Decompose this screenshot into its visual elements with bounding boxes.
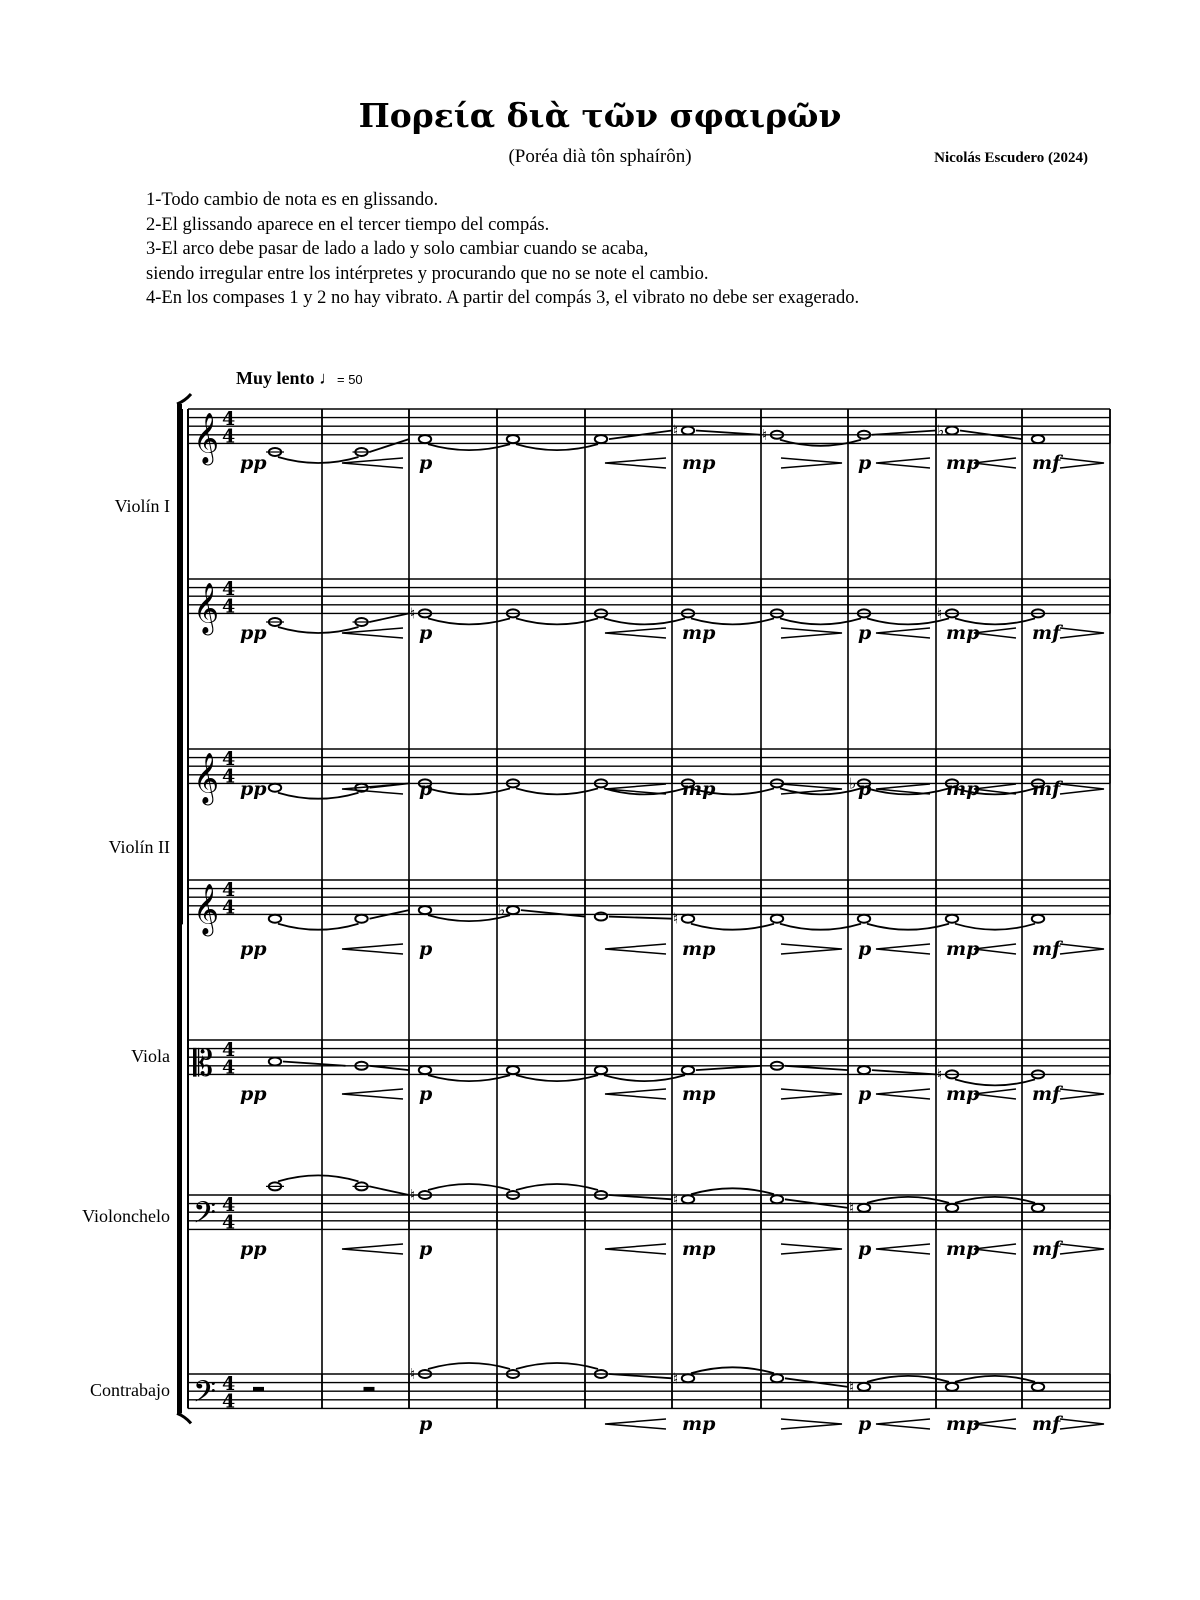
diminuendo-hairpin (1060, 1244, 1104, 1254)
time-signature-denominator: 4 (222, 1056, 236, 1079)
dynamic-mp: mp (946, 622, 980, 644)
crescendo-hairpin (605, 944, 666, 954)
natural-accidental-icon: ♮ (673, 909, 679, 928)
quarter-note-icon: ♩ (319, 368, 337, 388)
metronome-value: = 50 (337, 372, 363, 387)
dynamic-mp: mp (946, 1413, 980, 1435)
time-signature-numerator: 4 (222, 748, 236, 771)
diminuendo-hairpin (781, 628, 842, 638)
tie (955, 1197, 1035, 1203)
time-signature-numerator: 4 (222, 879, 236, 902)
dynamic-mf: mf (1032, 938, 1061, 960)
crescendo-hairpin (605, 458, 666, 468)
glissando-line (370, 439, 410, 452)
natural-accidental-icon: ♮ (673, 1369, 679, 1388)
natural-accidental-icon: ♮ (762, 425, 768, 444)
dynamic-pp: pp (240, 778, 267, 800)
whole-note (682, 1195, 694, 1203)
glissando-line (370, 613, 410, 622)
diminuendo-hairpin (781, 1089, 842, 1099)
crescendo-hairpin (876, 1419, 930, 1429)
whole-note (269, 915, 281, 923)
whole-note (1032, 1204, 1044, 1212)
whole-note (419, 906, 431, 914)
tie (604, 618, 685, 624)
whole-note (419, 1066, 431, 1074)
crescendo-hairpin (974, 628, 1016, 638)
dynamic-mp: mp (682, 938, 716, 960)
time-signature-denominator: 4 (222, 765, 236, 788)
crescendo-hairpin (974, 1244, 1016, 1254)
tie (780, 924, 861, 930)
whole-note (946, 427, 958, 435)
flat-accidental-icon: ♭ (849, 774, 857, 793)
whole-note (682, 915, 694, 923)
dynamic-p: p (419, 452, 433, 474)
dynamic-mp: mp (946, 452, 980, 474)
crescendo-hairpin (342, 1089, 403, 1099)
natural-accidental-icon: ♮ (937, 1065, 943, 1084)
whole-note (269, 1058, 281, 1066)
staff (188, 1040, 1110, 1074)
whole-note (946, 1204, 958, 1212)
treble-clef-icon: 𝄞 (193, 412, 220, 464)
dynamic-p: p (419, 1238, 433, 1260)
alto-clef-icon: 𝄡 (193, 1043, 214, 1085)
crescendo-hairpin (974, 784, 1016, 794)
dynamic-mp: mp (682, 622, 716, 644)
bracket (177, 404, 182, 1413)
time-signature-denominator: 4 (222, 896, 236, 919)
whole-note (507, 435, 519, 443)
composer-credit: Nicolás Escudero (2024) (934, 150, 1088, 166)
instrument-label-viola: Viola (131, 1046, 170, 1066)
diminuendo-hairpin (781, 944, 842, 954)
crescendo-hairpin (974, 458, 1016, 468)
flat-accidental-icon: ♭ (498, 901, 506, 920)
bracket-hook-top (177, 394, 191, 404)
crescendo-hairpin (342, 1244, 403, 1254)
dynamic-p: p (419, 1083, 433, 1105)
whole-note (355, 915, 367, 923)
crescendo-hairpin (876, 458, 930, 468)
whole-rest-icon (253, 1387, 264, 1392)
tie (604, 1075, 685, 1081)
staff (188, 579, 1110, 613)
whole-note (858, 1383, 870, 1391)
whole-note (858, 915, 870, 923)
time-signature-numerator: 4 (222, 578, 236, 601)
score-title: Πορεία διὰ τῶν σφαιρῶν (358, 96, 842, 135)
diminuendo-hairpin (1060, 628, 1104, 638)
natural-accidental-icon: ♮ (849, 1198, 855, 1217)
whole-note (595, 1066, 607, 1074)
dynamic-p: p (419, 938, 433, 960)
time-signature-numerator: 4 (222, 1373, 236, 1396)
treble-clef-icon: 𝄞 (193, 582, 220, 634)
tie (278, 1175, 359, 1181)
instrument-label-violin-1: Violín I (114, 496, 170, 516)
dynamic-pp: pp (240, 622, 267, 644)
dynamic-p: p (419, 778, 433, 800)
glissando-line (370, 1186, 410, 1195)
time-signature-denominator: 4 (222, 1211, 236, 1234)
dynamic-p: p (858, 452, 872, 474)
dynamic-p: p (858, 1238, 872, 1260)
staff (188, 880, 1110, 914)
whole-note (771, 1195, 783, 1203)
whole-note (1032, 1383, 1044, 1391)
dynamic-pp: pp (240, 452, 267, 474)
whole-note (269, 784, 281, 792)
dynamic-mp: mp (946, 1238, 980, 1260)
dynamic-mf: mf (1032, 1238, 1061, 1260)
performance-note: 4-En los compases 1 y 2 no hay vibrato. A partir del compás 3, el vibrato no debe ser exagerado. (146, 288, 860, 308)
performance-note: 2-El glissando aparece en el tercer tiempo del compás. (146, 214, 550, 235)
diminuendo-hairpin (781, 1244, 842, 1254)
dynamic-p: p (858, 778, 872, 800)
diminuendo-hairpin (1060, 944, 1104, 954)
whole-note (507, 906, 519, 914)
whole-note (419, 435, 431, 443)
natural-accidental-icon: ♮ (673, 1190, 679, 1209)
treble-clef-icon: 𝄞 (193, 752, 220, 804)
dynamic-p: p (858, 1413, 872, 1435)
time-signature-numerator: 4 (222, 408, 236, 431)
dynamic-mf: mf (1032, 622, 1061, 644)
dynamic-pp: pp (240, 1083, 267, 1105)
whole-note (946, 915, 958, 923)
staff (188, 1374, 1110, 1408)
natural-accidental-icon: ♮ (410, 604, 416, 623)
bracket-hook-bottom (177, 1413, 191, 1423)
tie (278, 793, 359, 799)
dynamic-mp: mp (682, 778, 716, 800)
dynamic-pp: pp (240, 1238, 267, 1260)
bass-clef-icon: 𝄢 (193, 1196, 217, 1238)
dynamic-p: p (858, 938, 872, 960)
staff (188, 409, 1110, 443)
crescendo-hairpin (605, 628, 666, 638)
crescendo-hairpin (342, 944, 403, 954)
diminuendo-hairpin (781, 784, 842, 794)
whole-note (1032, 915, 1044, 923)
dynamic-p: p (858, 1083, 872, 1105)
time-signature-denominator: 4 (222, 1390, 236, 1413)
dynamic-p: p (858, 622, 872, 644)
diminuendo-hairpin (781, 458, 842, 468)
instrument-label-bass: Contrabajo (90, 1380, 170, 1400)
crescendo-hairpin (605, 1419, 666, 1429)
time-signature-denominator: 4 (222, 595, 236, 618)
diminuendo-hairpin (1060, 458, 1104, 468)
natural-accidental-icon: ♮ (937, 604, 943, 623)
instrument-label-cello: Violonchelo (82, 1206, 170, 1226)
crescendo-hairpin (974, 1089, 1016, 1099)
dynamic-mf: mf (1032, 778, 1061, 800)
whole-note (507, 1066, 519, 1074)
crescendo-hairpin (605, 1089, 666, 1099)
diminuendo-hairpin (781, 1419, 842, 1429)
whole-note (771, 1374, 783, 1382)
whole-note (858, 1066, 870, 1074)
dynamic-mp: mp (682, 1083, 716, 1105)
performance-note: 1-Todo cambio de nota es en glissando. (146, 190, 439, 210)
tie (955, 1376, 1035, 1382)
crescendo-hairpin (342, 784, 403, 794)
dynamic-p: p (419, 622, 433, 644)
dynamic-mp: mp (682, 452, 716, 474)
dynamic-mf: mf (1032, 1413, 1061, 1435)
dynamic-mp: mp (682, 1413, 716, 1435)
performance-note: siendo irregular entre los intérpretes y procurando que no se note el cambio. (146, 263, 709, 284)
instrument-label-violin-2: Violín II (108, 837, 170, 857)
dynamic-p: p (419, 1413, 433, 1435)
tempo-text: Muy lento (236, 368, 315, 388)
staff (188, 1195, 1110, 1229)
flat-accidental-icon: ♭ (937, 421, 945, 440)
whole-rest-icon (364, 1387, 375, 1392)
natural-accidental-icon: ♮ (410, 1365, 416, 1383)
crescendo-hairpin (876, 628, 930, 638)
treble-clef-icon: 𝄞 (193, 883, 220, 935)
tie (780, 618, 861, 624)
whole-note (1032, 435, 1044, 443)
dynamic-mp: mp (946, 1083, 980, 1105)
crescendo-hairpin (605, 1244, 666, 1254)
natural-accidental-icon: ♮ (849, 1377, 855, 1396)
diminuendo-hairpin (1060, 1089, 1104, 1099)
score-subtitle: (Poréa dià tôn sphaírôn) (508, 146, 692, 167)
whole-note (858, 1204, 870, 1212)
whole-note (771, 915, 783, 923)
performance-note: 3-El arco debe pasar de lado a lado y solo cambiar cuando se acaba, (146, 239, 649, 259)
time-signature-numerator: 4 (222, 1039, 236, 1062)
glissando-line (609, 917, 672, 919)
tie (278, 924, 359, 930)
crescendo-hairpin (876, 1089, 930, 1099)
whole-note (682, 427, 694, 435)
natural-accidental-icon: ♮ (410, 1186, 416, 1204)
dynamic-mp: mp (682, 1238, 716, 1260)
natural-accidental-icon: ♮ (673, 421, 679, 440)
time-signature-numerator: 4 (222, 1194, 236, 1217)
crescendo-hairpin (974, 944, 1016, 954)
diminuendo-hairpin (1060, 1419, 1104, 1429)
time-signature-denominator: 4 (222, 425, 236, 448)
dynamic-mp: mp (946, 778, 980, 800)
dynamic-pp: pp (240, 938, 267, 960)
glissando-line (521, 910, 585, 916)
whole-note (682, 1066, 694, 1074)
whole-note (946, 1383, 958, 1391)
crescendo-hairpin (605, 784, 666, 794)
bass-clef-icon: 𝄢 (193, 1375, 217, 1417)
dynamic-mf: mf (1032, 1083, 1061, 1105)
dynamic-mf: mf (1032, 452, 1061, 474)
crescendo-hairpin (876, 1244, 930, 1254)
whole-note (595, 435, 607, 443)
crescendo-hairpin (876, 944, 930, 954)
dynamic-mp: mp (946, 938, 980, 960)
whole-note (682, 1374, 694, 1382)
tie (955, 924, 1035, 930)
crescendo-hairpin (974, 1419, 1016, 1429)
diminuendo-hairpin (1060, 784, 1104, 794)
